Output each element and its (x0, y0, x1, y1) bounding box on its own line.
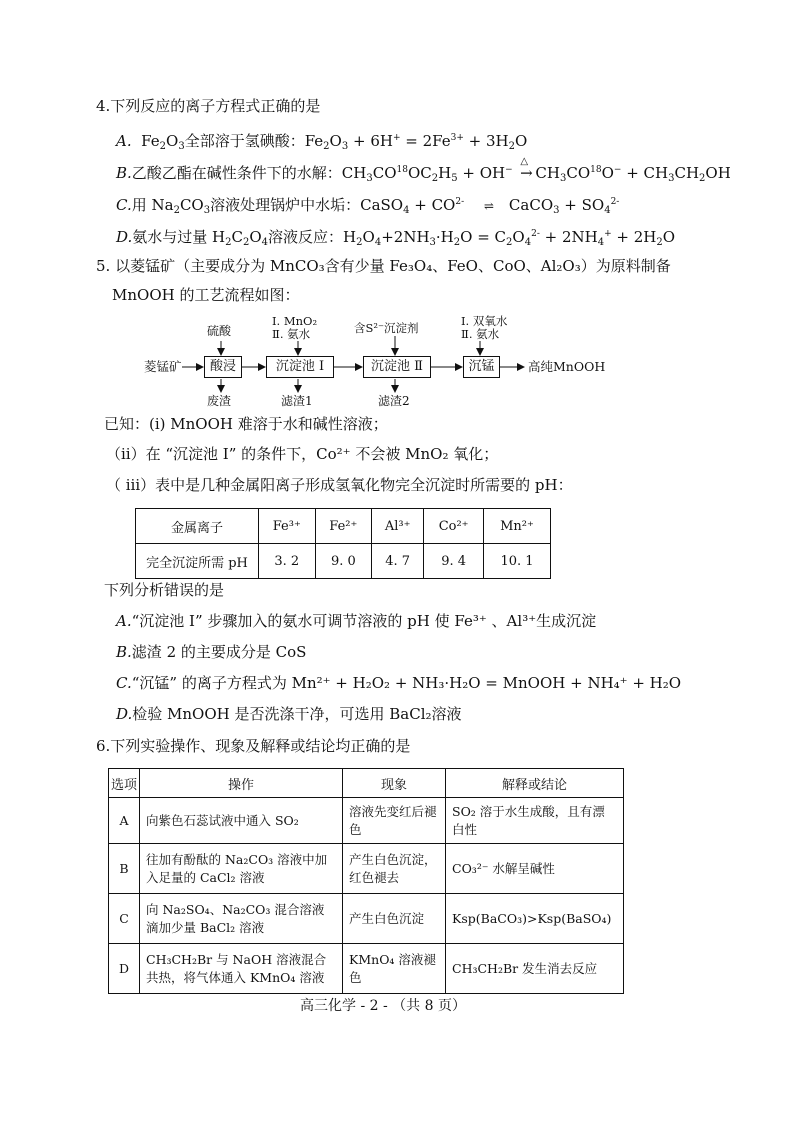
flow-input-3: 含S²⁻沉淀剂 (354, 321, 419, 335)
q4-option-d: D.氨水与过量 $H_2C_2O_4$溶液反应：$H_2O_4+2NH_3\cdot H_2O = C_2O_4^{2-} + 2NH_4^+ + 2H_2O$ (116, 228, 676, 248)
experiment-row-c: C 向 Na₂SO₄、Na₂CO₃ 混合溶液滴加少量 BaCl₂ 溶液 产生白色沉淀 Ksp(BaCO₃)>Ksp(BaSO₄) (109, 894, 624, 944)
ph-table-header: 金属离子 Fe³⁺ Fe²⁺ Al³⁺ Co²⁺ Mn²⁺ (136, 509, 551, 544)
flow-input-2b: Ⅱ. 氨水 (272, 327, 311, 341)
flow-output-1: 废渣 (207, 394, 232, 408)
flow-step2-box: 沉淀池 Ⅰ (266, 356, 334, 378)
q5-title-line2: MnOOH 的工艺流程如图： (112, 286, 300, 304)
q5-known-i: 已知：(ⅰ) MnOOH 难溶于水和碱性溶液； (104, 415, 388, 433)
q4-option-c: C.用 $Na_2CO_3$溶液处理锅炉中水垢：CaSO$_4$ + $CO^{2-}$ ⇌ CaCO$_3$ + $SO_4^{2-}$ (116, 196, 620, 216)
experiment-table-header: 选项 操作 现象 解释或结论 (109, 769, 624, 798)
flow-step4-box: 沉锰 (463, 356, 500, 378)
flow-output-3: 滤渣2 (378, 394, 410, 408)
experiment-row-b: B 往加有酚酞的 Na₂CO₃ 溶液中加入足量的 CaCl₂ 溶液 产生白色沉淀，红色褪去 CO₃²⁻ 水解呈碱性 (109, 844, 624, 894)
experiment-table (108, 768, 624, 994)
q5-title: 5. 以菱锰矿（主要成分为 MnCO₃含有少量 Fe₃O₄、FeO、CoO、Al₂O₃）为原料制备 (96, 257, 671, 275)
flow-step3-box: 沉淀池 Ⅱ (363, 356, 431, 378)
flow-input-1: 硫酸 (207, 324, 232, 338)
q5-known-iii: （ ⅲ）表中是几种金属阳离子形成氢氧化物完全沉淀时所需要的 pH： (106, 476, 573, 494)
flow-step1-box: 酸浸 (204, 356, 242, 378)
flow-input-4b: Ⅱ. 氨水 (461, 327, 500, 341)
q4-title: 4.下列反应的离子方程式正确的是 (96, 97, 321, 115)
q4-option-b: B.乙酸乙酯在碱性条件下的水解：$CH_3CO^{18}OC_2H_5 + OH^-$ △ → $CH_3CO^{18}O^- + CH_3CH_2OH$ (116, 156, 731, 184)
flow-input-2a: Ⅰ. MnO₂ (272, 314, 318, 328)
experiment-row-d: D CH₃CH₂Br 与 NaOH 溶液混合共热，将气体通入 KMnO₄ 溶液 KMnO₄ 溶液褪色 CH₃CH₂Br 发生消去反应 (109, 944, 624, 994)
q5-option-b: B.滤渣 2 的主要成分是 CoS (116, 643, 307, 661)
ph-table-row: 完全沉淀所需 pH 3. 2 9. 0 4. 7 9. 4 10. 1 (136, 544, 551, 579)
flow-input-4a: Ⅰ. 双氧水 (461, 314, 508, 328)
page-footer: 高三化学 - 2 - （共 8 页） (300, 998, 466, 1014)
q5-option-a: A.“沉淀池 Ⅰ” 步骤加入的氨水可调节溶液的 pH 使 Fe³⁺ 、Al³⁺生成沉淀 (116, 612, 597, 630)
flow-end: 高纯MnOOH (528, 359, 606, 374)
q5-option-d: D.检验 MnOOH 是否洗涤干净，可选用 BaCl₂溶液 (116, 705, 462, 723)
flow-start: 菱锰矿 (144, 359, 182, 374)
experiment-row-a: A 向紫色石蕊试液中通入 SO₂ 溶液先变红后褪色 SO₂ 溶于水生成酸，且有漂白性 (109, 798, 624, 844)
q5-known-ii: （ⅱ）在 “沉淀池 Ⅰ” 的条件下，Co²⁺ 不会被 MnO₂ 氧化； (106, 445, 499, 463)
q5-ask: 下列分析错误的是 (104, 581, 225, 599)
q4-option-a: A. $Fe_2O_3$全部溶于氢碘酸：$Fe_2O_3 + 6H^+ = 2Fe^{3+} + 3H_2O$ (116, 132, 528, 152)
flow-output-2: 滤渣1 (281, 394, 313, 408)
ph-table (135, 508, 551, 579)
q5-option-c: C.“沉锰” 的离子方程式为 Mn²⁺ + H₂O₂ + NH₃·H₂O = MnOOH + NH₄⁺ + H₂O (116, 674, 682, 692)
q6-title: 6.下列实验操作、现象及解释或结论均正确的是 (96, 737, 411, 755)
